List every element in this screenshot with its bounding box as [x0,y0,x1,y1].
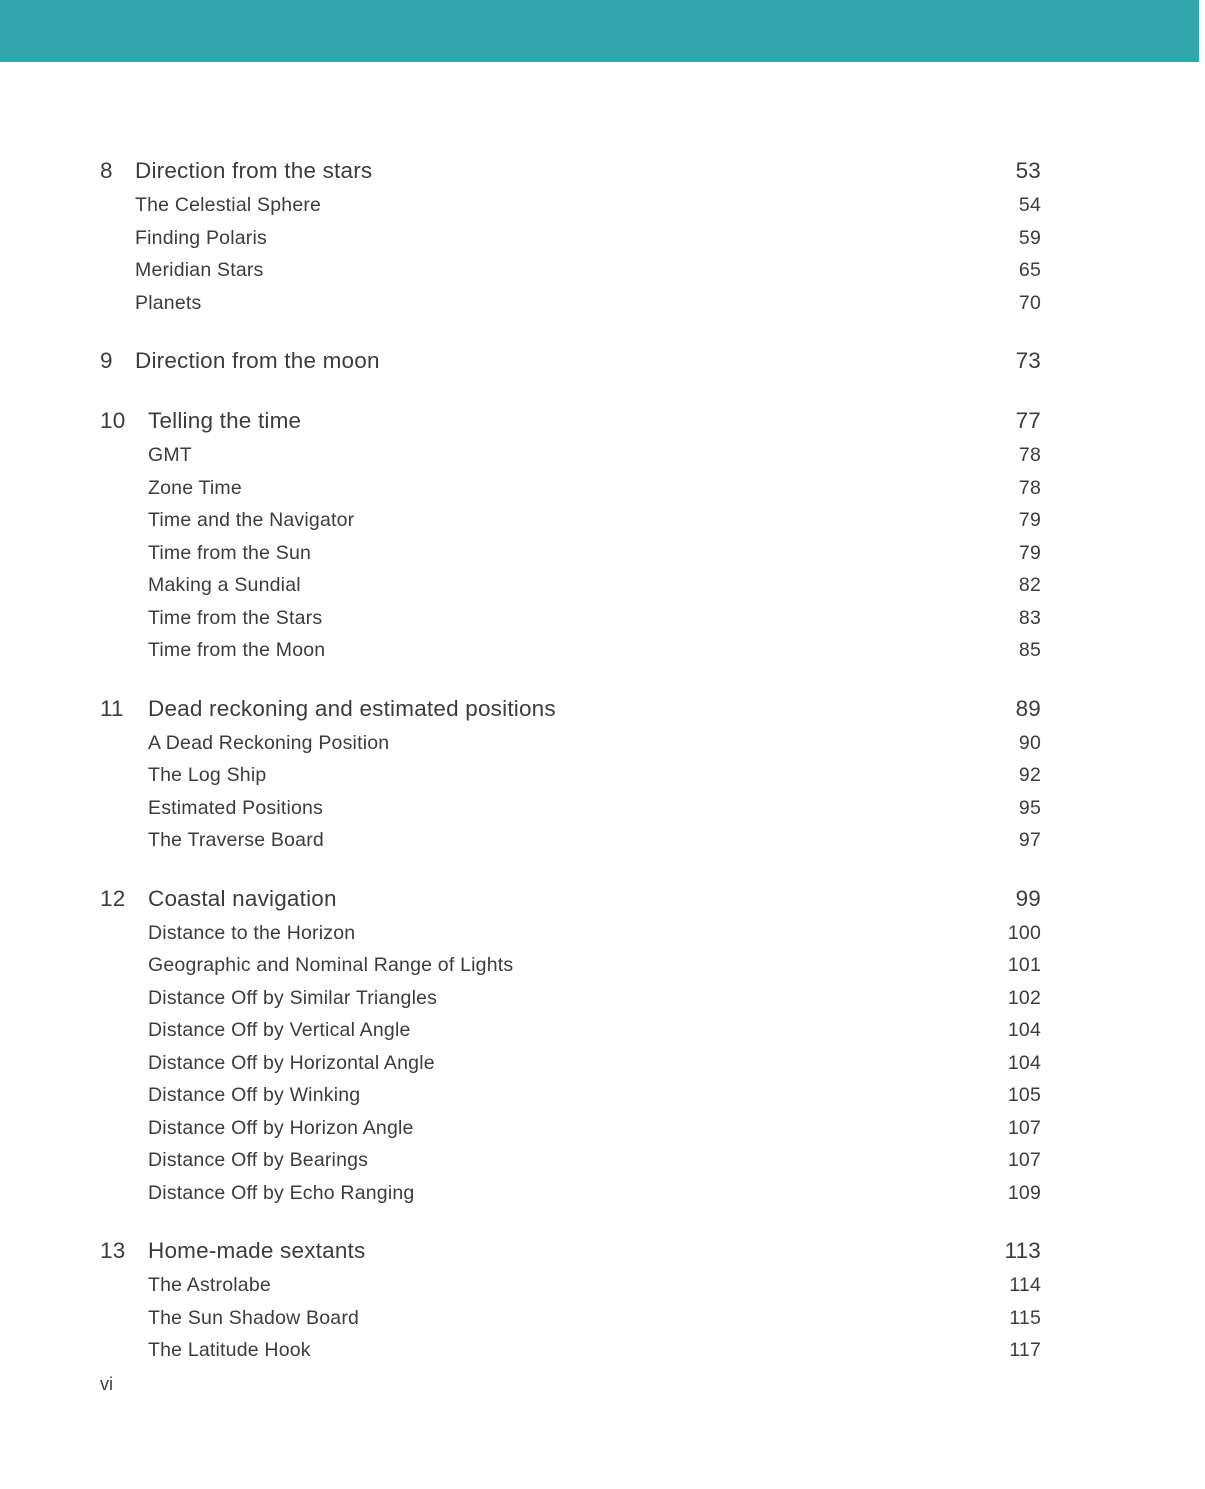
chapter-number: 8 [100,158,113,183]
section-title: Distance to the Horizon [148,921,356,944]
section-title: Geographic and Nominal Range of Lights [148,954,514,976]
section-title: The Latitude Hook [148,1339,311,1361]
section-row [100,254,1041,287]
section-row [100,569,1041,602]
section-title: Finding Polaris [135,226,267,249]
chapter-title: Direction from the stars [135,158,373,183]
section-row [100,917,1041,950]
section-title: Time and the Navigator [148,509,355,531]
section-page-number: 104 [1007,1019,1041,1041]
section-title: GMT [148,444,192,466]
section-page-number: 90 [1018,731,1041,754]
chapter-number: 11 [100,695,124,721]
section-title: A Dead Reckoning Position [148,731,390,754]
section-page-number: 59 [1018,226,1041,249]
section-row [100,1079,1041,1112]
section-row [100,1269,1041,1302]
section-row [100,634,1041,667]
section-title: The Celestial Sphere [135,194,322,216]
section-page-number: 92 [1018,764,1041,786]
chapter-row [100,690,1041,727]
section-row [100,1047,1041,1080]
section-title: The Sun Shadow Board [148,1306,360,1329]
section-row [100,759,1041,792]
section-page-number: 70 [1018,291,1041,314]
section-page-number: 115 [1009,1306,1041,1329]
chapter-number: 10 [100,408,126,433]
section-title: The Astrolabe [148,1274,271,1296]
section-title: Distance Off by Horizon Angle [148,1116,414,1139]
chapter-row [100,402,1041,439]
section-row [100,1177,1041,1210]
section-row [100,1302,1041,1335]
section-page-number: 117 [1009,1339,1041,1361]
section-title: Distance Off by Echo Ranging [148,1181,415,1204]
chapter-number: 13 [100,1238,126,1263]
chapter-page-number: 113 [1004,1238,1041,1263]
section-page-number: 79 [1018,541,1041,564]
chapter-row [100,152,1041,189]
header-bar [0,0,1199,62]
section-page-number: 109 [1007,1181,1041,1204]
chapter-number: 9 [100,348,113,373]
chapter-page-number: 99 [1015,885,1041,911]
section-title: Distance Off by Vertical Angle [148,1019,411,1041]
section-page-number: 83 [1018,606,1041,629]
chapter-block [100,152,1041,319]
section-row [100,439,1041,472]
page-number-label: vi [100,1374,113,1394]
section-title: Time from the Sun [148,541,312,564]
page-footer [100,1372,113,1396]
section-page-number: 102 [1007,986,1041,1009]
section-row [100,1014,1041,1047]
chapter-title: Direction from the moon [135,348,380,373]
section-row [100,1144,1041,1177]
chapter-block [100,880,1041,1210]
section-page-number: 101 [1007,954,1041,976]
section-page-number: 78 [1018,476,1041,499]
section-row [100,727,1041,760]
section-row [100,792,1041,825]
chapter-row [100,1232,1041,1269]
chapter-page-number: 53 [1015,158,1041,183]
chapter-page-number: 89 [1015,695,1041,721]
section-page-number: 78 [1018,444,1041,466]
section-page-number: 107 [1007,1149,1041,1171]
section-title: Distance Off by Horizontal Angle [148,1051,435,1074]
chapter-page-number: 77 [1015,408,1041,433]
chapter-block [100,690,1041,857]
section-title: The Log Ship [148,764,267,786]
table-of-contents [100,152,1041,1367]
section-title: Making a Sundial [148,574,301,596]
section-row [100,602,1041,635]
section-title: Time from the Stars [148,606,323,629]
section-page-number: 97 [1018,829,1041,851]
section-title: Distance Off by Bearings [148,1149,369,1171]
section-row [100,982,1041,1015]
section-row [100,949,1041,982]
section-title: Time from the Moon [148,639,326,661]
chapter-number: 12 [100,885,126,911]
chapter-title: Coastal navigation [148,885,337,911]
section-page-number: 104 [1007,1051,1041,1074]
section-title: Zone Time [148,476,242,499]
section-page-number: 54 [1018,194,1041,216]
section-title: Distance Off by Winking [148,1084,361,1106]
chapter-row [100,880,1041,917]
chapter-title: Home-made sextants [148,1238,366,1263]
section-row [100,189,1041,222]
section-title: Planets [135,291,202,314]
chapter-block [100,1232,1041,1367]
section-title: Estimated Positions [148,796,324,819]
section-row [100,537,1041,570]
section-title: Meridian Stars [135,259,264,281]
section-row [100,504,1041,537]
chapter-row [100,342,1041,379]
chapter-title: Dead reckoning and estimated positions [148,695,556,721]
section-page-number: 79 [1018,509,1041,531]
section-row [100,222,1041,255]
section-row [100,472,1041,505]
section-page-number: 100 [1007,921,1041,944]
chapter-block [100,342,1041,379]
section-page-number: 82 [1018,574,1041,596]
section-row [100,287,1041,320]
section-page-number: 85 [1018,639,1041,661]
chapter-page-number: 73 [1015,348,1041,373]
section-page-number: 105 [1007,1084,1041,1106]
section-page-number: 107 [1007,1116,1041,1139]
section-title: The Traverse Board [148,829,324,851]
section-title: Distance Off by Similar Triangles [148,986,438,1009]
section-row [100,1334,1041,1367]
section-page-number: 95 [1018,796,1041,819]
chapter-title: Telling the time [148,408,302,433]
chapter-block [100,402,1041,667]
section-row [100,824,1041,857]
section-page-number: 65 [1018,259,1041,281]
section-page-number: 114 [1009,1274,1041,1296]
section-row [100,1112,1041,1145]
